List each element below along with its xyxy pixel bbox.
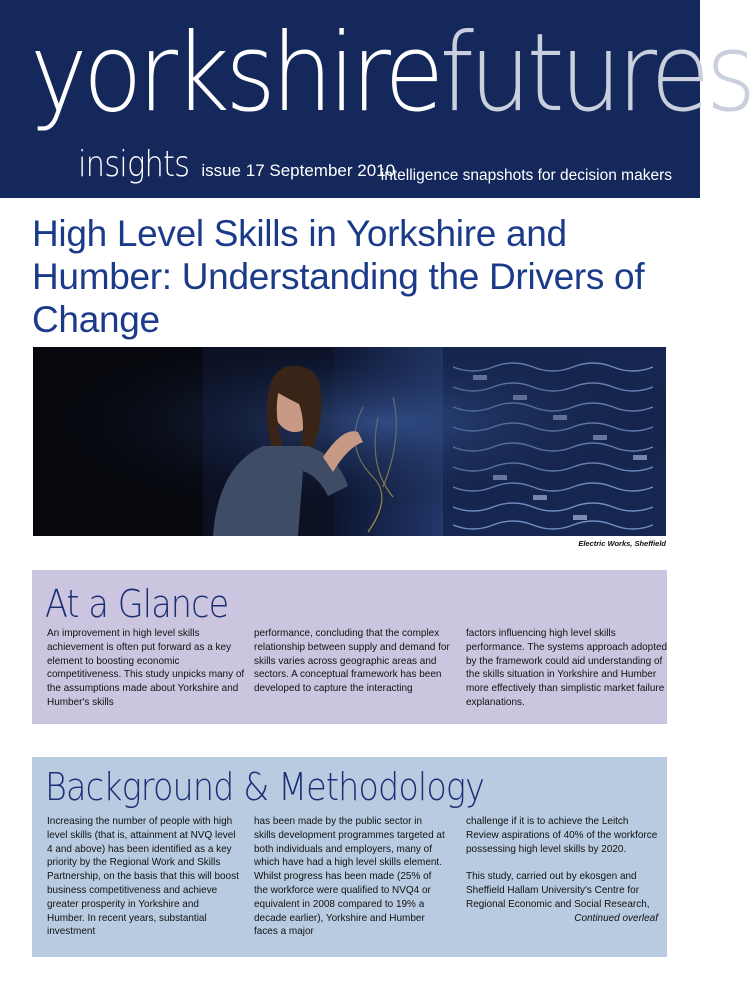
masthead-title-futures: futures bbox=[439, 11, 752, 136]
method-text-1: Increasing the number of people with high level skills (that is, attainment at NVQ level 4 and above) has been identified as a key priority by the Regional Work and Skills Partnership, on the basis that this will boost business competitiveness and achieve greater prosperity in Yorkshire and Humber. In recent years, substantial investment bbox=[47, 816, 239, 938]
method-column-2 bbox=[254, 815, 446, 939]
background-methodology-section bbox=[32, 757, 667, 957]
glance-column-2 bbox=[254, 627, 456, 696]
glance-column-1 bbox=[47, 627, 249, 710]
at-a-glance-title: At a Glance bbox=[45, 582, 229, 626]
method-text-3b: This study, carried out by ekosgen and Sheffield Hallam University's Centre for Regional Economic and Social Research, bbox=[466, 871, 650, 910]
continued-overleaf-link[interactable]: Continued overleaf bbox=[574, 912, 658, 924]
server-room-photo bbox=[33, 347, 666, 536]
masthead-tagline: intelligence snapshots for decision makers bbox=[380, 167, 672, 184]
method-column-3 bbox=[466, 815, 658, 925]
masthead-title bbox=[30, 11, 752, 136]
photo-caption: Electric Works, Sheffield bbox=[578, 539, 666, 548]
glance-text-3: factors influencing high level skills performance. The systems approach adopted by the framework could aid understanding of the skills situation in Yorkshire and Humber more effectively than simplistic market failure explanations. bbox=[466, 628, 668, 708]
masthead bbox=[0, 0, 752, 198]
at-a-glance-section bbox=[32, 570, 667, 724]
glance-column-3 bbox=[466, 627, 668, 710]
photo-illustration bbox=[33, 347, 666, 536]
glance-text-2: performance, concluding that the complex relationship between supply and demand for skills varies across geographic areas and sectors. A conceptual framework has been developed to capture the interacting bbox=[254, 628, 450, 695]
method-text-2: has been made by the public sector in skills development programmes targeted at both individuals and employers, many of which have had a high level skills element. Whilst progress has been made (25% of the workforce were qualified to NVQ4 or equivalent in 2008 compared to 19% a decade earlier), Yorkshire and Humber faces a major bbox=[254, 816, 445, 938]
masthead-title-yorkshire: yorkshire bbox=[30, 11, 440, 136]
method-text-3a: challenge if it is to achieve the Leitch Review aspirations of 40% of the workforce possessing high level skills by 2020. bbox=[466, 816, 658, 855]
background-methodology-title: Background & Methodology bbox=[45, 765, 484, 809]
page-headline: High Level Skills in Yorkshire and Humber: Understanding the Drivers of Change bbox=[32, 213, 645, 340]
glance-text-1: An improvement in high level skills achievement is often put forward as a key element to boosting economic competitiveness. This study unpicks many of the assumptions made about Yorkshire and Humber's skills bbox=[47, 628, 245, 708]
masthead-subtitle bbox=[78, 144, 395, 185]
method-column-1 bbox=[47, 815, 239, 939]
issue-label: issue 17 September 2010 bbox=[201, 161, 396, 180]
insights-label: insights bbox=[78, 144, 190, 185]
